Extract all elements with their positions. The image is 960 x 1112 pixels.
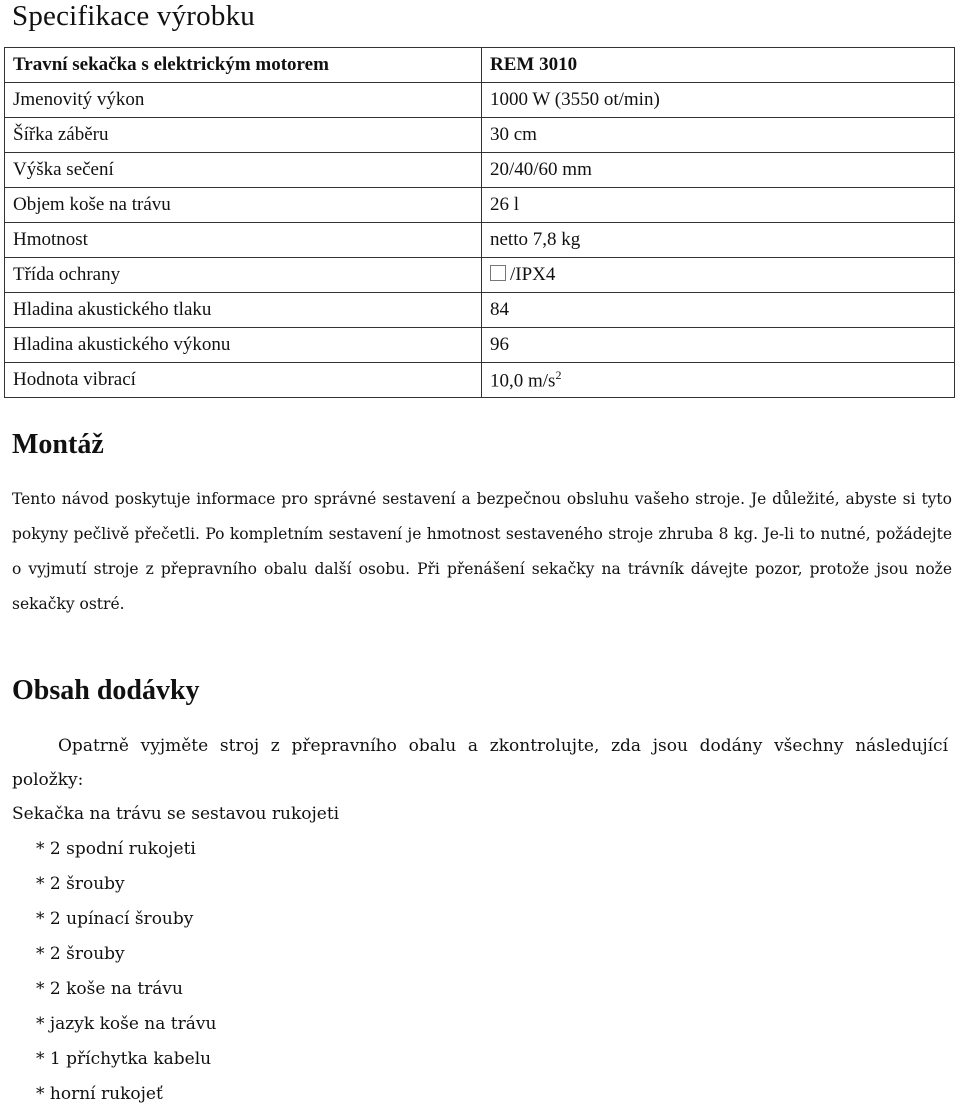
list-item-main: Sekačka na trávu se sestavou rukojeti	[12, 804, 340, 824]
spec-key: Šířka záběru	[5, 118, 482, 153]
list-item: * 2 upínací šrouby	[36, 909, 194, 929]
spec-row	[5, 328, 955, 363]
spec-table	[4, 47, 955, 398]
list-item: * 2 šrouby	[36, 874, 125, 894]
protection-class-square-icon	[490, 265, 506, 281]
spec-row	[5, 188, 955, 223]
spec-row	[5, 153, 955, 188]
spec-row	[5, 223, 955, 258]
spec-row	[5, 293, 955, 328]
spec-key: Výška sečení	[5, 153, 482, 188]
spec-value-text: 26 l	[490, 194, 520, 215]
spec-value: 1000 W (3550 ot/min)	[482, 83, 955, 118]
list-item: * 2 koše na trávu	[36, 979, 183, 999]
spec-key: Hladina akustického tlaku	[5, 293, 482, 328]
spec-value: 20/40/60 mm	[482, 153, 955, 188]
spec-key: Travní sekačka s elektrickým motorem	[5, 48, 482, 83]
spec-value-superscript: 2	[555, 367, 562, 382]
spec-value: netto 7,8 kg	[482, 223, 955, 258]
obsah-heading: Obsah dodávky	[12, 675, 200, 706]
delivery-contents-list	[12, 797, 339, 1112]
obsah-lead-paragraph: Opatrně vyjměte stroj z přepravního obalu a zkontrolujte, zda jsou dodány všechny následující položky:	[12, 736, 948, 790]
spec-row	[5, 258, 955, 293]
list-item: * 1 příchytka kabelu	[36, 1049, 212, 1069]
spec-value	[482, 363, 955, 398]
list-item: * 2 šrouby	[36, 944, 125, 964]
spec-key: Objem koše na trávu	[5, 188, 482, 223]
spec-title: Specifikace výrobku	[12, 0, 255, 32]
spec-value	[482, 188, 955, 223]
spec-key: Hmotnost	[5, 223, 482, 258]
list-item: * 2 spodní rukojeti	[36, 839, 196, 859]
montaz-paragraph: Tento návod poskytuje informace pro správné sestavení a bezpečnou obsluhu vašeho stroje. Je důležité, abyste si tyto pokyny pečlivě přečetli. Po kompletním sestavení je hmotnost sestaveného stroje zhruba 8 kg. Je-li to nutné, požádejte o vyjmutí stroje z přepravního obalu další osobu. Při přenášení sekačky na trávník dávejte pozor, protože jsou nože sekačky ostré.	[12, 490, 952, 613]
spec-value-text: /IPX4	[510, 264, 556, 285]
spec-key: Hladina akustického výkonu	[5, 328, 482, 363]
spec-value: 30 cm	[482, 118, 955, 153]
spec-row-product	[5, 48, 955, 83]
montaz-heading: Montáž	[12, 429, 104, 460]
spec-value: REM 3010	[482, 48, 955, 83]
spec-key: Třída ochrany	[5, 258, 482, 293]
spec-row	[5, 83, 955, 118]
spec-value-text: 10,0 m/s	[490, 370, 556, 392]
spec-value	[482, 258, 955, 293]
spec-row	[5, 363, 955, 398]
list-item: * horní rukojeť	[36, 1084, 163, 1104]
list-item: * jazyk koše na trávu	[36, 1014, 217, 1034]
spec-key: Jmenovitý výkon	[5, 83, 482, 118]
spec-key: Hodnota vibrací	[5, 363, 482, 398]
spec-row	[5, 118, 955, 153]
spec-value: 84	[482, 293, 955, 328]
spec-value: 96	[482, 328, 955, 363]
